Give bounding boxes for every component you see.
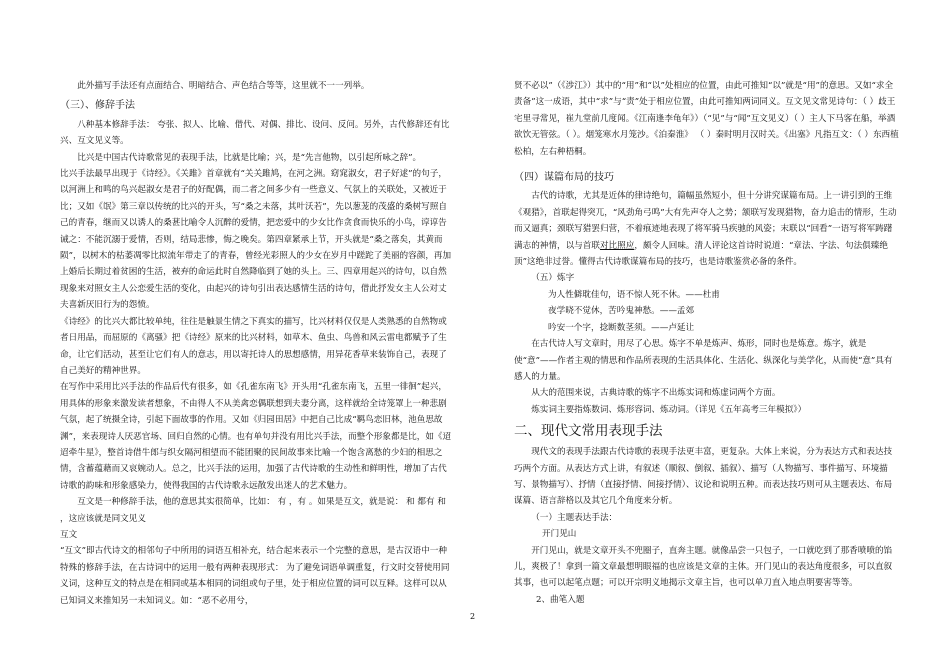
paragraph: 现代文的表现手法跟古代诗歌的表现手法更丰富，更复杂。大体上来说，分为表达方式和表达技巧两个方面。从表达方式上讲，有叙述（顺叙、倒叙、插叙）、描写（人物描写、事件描写、环境描写、景物描写）、抒情（直接抒情、间接抒情）、议论和说明五种。而表达技巧则可从主题表达、布局谋篇、语言辞格以及其它几个角度来分析。 xyxy=(514,447,893,507)
paragraph: 在写作中采用比兴手法的作品后代有很多，如《孔雀东南飞》开头用“孔雀东南飞，五里一徘徊”起兴，用具体的形象来激发读者想象，不由得人不从美禽恋偶联想到夫妻分离，这样就给全诗笼罩上一种悲剧气氛，起了统摄全诗，引起下面故事的作用。又如《归园田居》中把自己比成“羁鸟恋旧林，池鱼思故渊”，来表现诗人厌恶官场、回归自然的心情。也有单句并没有用比兴手法，而整个形象都是比，如《迢迢牵牛星》，整首诗借牛郎与织女隔河相望而不能团聚的民间故事来比喻一个饱含离愁的少妇的相思之情，含蓄蕴藉而又哀婉动人。总之，比兴手法的运用，加强了古代诗歌的生动性和鲜明性，增加了古代诗歌的韵味和形象感染力，使得我国的古代诗歌永远散发出迷人的艺术魅力。 xyxy=(60,382,452,491)
paragraph: “互文”即古代诗文的相邻句子中所用的词语互相补充，结合起来表示一个完整的意思，是古汉语中一种特殊的修辞手法，在古诗词中的运用一般有两种表现形式： 为了避免词语单调重复，行文时交替使用同义词，这种互文的特点是在相同或基本相同的词组或句子里，处于相应位置的词可以互释。这样可以从已知词义来推知另一未知词义。如：“恶不必用兮， xyxy=(60,546,450,606)
section-heading-rhetoric: （三）、修辞手法 xyxy=(60,100,135,112)
paragraph xyxy=(514,188,899,270)
subheading-qubi: 2、曲笔入题 xyxy=(536,594,585,605)
paragraph: 从大的范围来说，古典诗歌的炼字不出炼实词和炼虚词两个方面。 xyxy=(531,388,781,399)
subheading-theme: （一）主题表达手法： xyxy=(531,512,618,523)
poem-line: 夜学晓不觉休，苦吟鬼神愁。——孟郊 xyxy=(548,306,695,317)
section-heading-modern: 二、现代文常用表现手法 xyxy=(514,423,663,440)
poem-line: 为人性僻耽佳句，语不惊人死不休。——杜甫 xyxy=(548,289,720,300)
paragraph: 贤不必以”（《涉江》）其中的“用”和“以”处相应的位置，由此可推知“以”就是“用”的意思。又如“求全责备”这一成语，其中“求”与“责”处于相应位置，由此可推知两词同义。互文见文常见诗句：（ ）歧王宅里寻常见，崔九堂前几度闻。《江南逢李龟年》）（“见”与“闻”互文见义）（ ）主人下马客在船，举酒欲饮无管弦。（ ）。烟笼寒水月笼沙。《泊秦淮》 （ ）秦时明月汉时关。《出塞》凡指互文：（ ）东西植松柏，左右种梧桐。 xyxy=(514,81,899,157)
paragraph: 在古代诗人写文章时，用尽了心思。炼字不单是炼声、炼形，同时也是炼意。炼字，就是使“意”——作者主观的情思和作品所表现的生活具体化、生活化、纵深化与美学化，从而使“意”具有感人的力量。 xyxy=(514,339,893,382)
section-heading-layout: （四）谋篇布局的技巧 xyxy=(514,172,614,184)
subheading-kaimen: 开门见山 xyxy=(542,529,577,540)
paragraph: 《诗经》的比兴大都比较单纯，往往是触景生情之下真实的描写，比兴材料仅仅是人类熟悉的自然物或者日用品，而屈原的《离骚》把《诗经》原来的比兴材料，如草木、鱼虫、鸟兽和风云雷电都赋予了生命，让它们活动，甚至让它们有人的意志，用以寄托诗人的思想感情，用异花香草来装饰自己，表现了自己美好的精神世界。 xyxy=(60,316,447,376)
poem-line: 吟安一个字，捻断数茎须。——卢延让 xyxy=(548,322,695,333)
paragraph: 比兴手法最早出现于《诗经》。《关雎》首章就有“关关雎鸠，在河之洲。窈窕淑女，君子好逑”的句子，以河洲上和鸣的鸟兴起淑女是君子的好配偶，而二者之间多少有一些意义、气氛上的关联处，又被近于比；又如《氓》第三章以传统的比兴的开头，写“桑之未落，其叶沃若”，先以葱茏的茂盛的桑树写照自己的青春，继而又以诱人的桑葚比喻令人沉醉的爱情，把恋爱中的少女比作贪食而快乐的小鸟，谆谆告诫之：不能沉溺于爱情，否则，结局悲惨，悔之晚矣。第四章紧承上节，开头就是“桑之落矣，其黄而陨”，以树木的枯萎凋零比拟流年带走了的青春，曾经光彩照人的少女在岁月中蹉跎了美丽的容颜，再加上婚后长期过着贫困的生活，被弃的命运此时自然降临到了她的头上。三、四章用起兴的诗句，以自然现象来对照女主人公恋爱生活的变化，由起兴的诗句引出表达感情生活的诗句，借此抒发女主人公对丈夫喜新厌旧行为的怨愤。 xyxy=(60,169,452,311)
paragraph: 开门见山，就是文章开头不兜圈子，直奔主题。就像品尝一只包子，一口就吃到了那香喷喷的馅儿，爽极了！拿到一篇文章最想明眼福的也应该是文章的主体。开门见山的表达角度很多，可以直叙其事，也可以起笔点题；可以开宗明义地揭示文章主旨，也可以单刀直入地点明要害等等。 xyxy=(514,545,893,589)
right-column xyxy=(514,78,899,608)
page-number: 2 xyxy=(470,612,476,621)
section-heading-lianzi: （五）炼字 xyxy=(531,273,575,284)
paragraph: 炼实词主要指炼数词、炼形容词、炼动词。（详见《五年高考三年模拟》） xyxy=(531,404,807,415)
paragraph: 互文是一种修辞手法，他的意思其实很简单，比如： 有 ，有 。如果是互文，就是说： 和 都有 和 ，这应该就是同文见义 xyxy=(60,497,446,524)
paragraph: 比兴是中国古代诗歌常见的表现手法，比就是比喻；兴，是“先言他物，以引起所咏之辞”。 xyxy=(77,152,422,163)
paragraph: 八种基本修辞手法： 夸张、拟人、比喻、借代、对偶、排比、设问、反问。另外，古代修辞还有比兴、互文见义等。 xyxy=(60,119,450,147)
paragraph: 此外描写手法还有点面结合、明暗结合、声色结合等等，这里就不一一列举。 xyxy=(77,81,370,91)
underlined-text: 对比照应 xyxy=(599,240,635,251)
left-column xyxy=(60,78,455,609)
subheading-huwen: 互文 xyxy=(60,529,78,540)
text-run: 古代的诗歌，尤其是近体的律诗绝句，篇幅虽然短小，但十分讲究谋篇布局。上一讲引到的王维《观猎》，首联起得突兀，“风劲角弓鸣”大有先声夺人之势；颔联写发现猎物，奋力追击的情形，生动而又逼真；颈联写猎罢归营，不着痕迹地表现了将军骑马疾驰的风姿；末联以“回看”一语写将军踌躇满志的神情，以与首联 xyxy=(514,191,897,251)
text-run: ，颇令人回味。清人评论这首诗时说道：“章法、字法、句法俱臻绝顶”这绝非过誉。懂得古代诗歌谋篇布局的技巧，也是诗歌鉴赏必备的条件。 xyxy=(514,240,888,268)
